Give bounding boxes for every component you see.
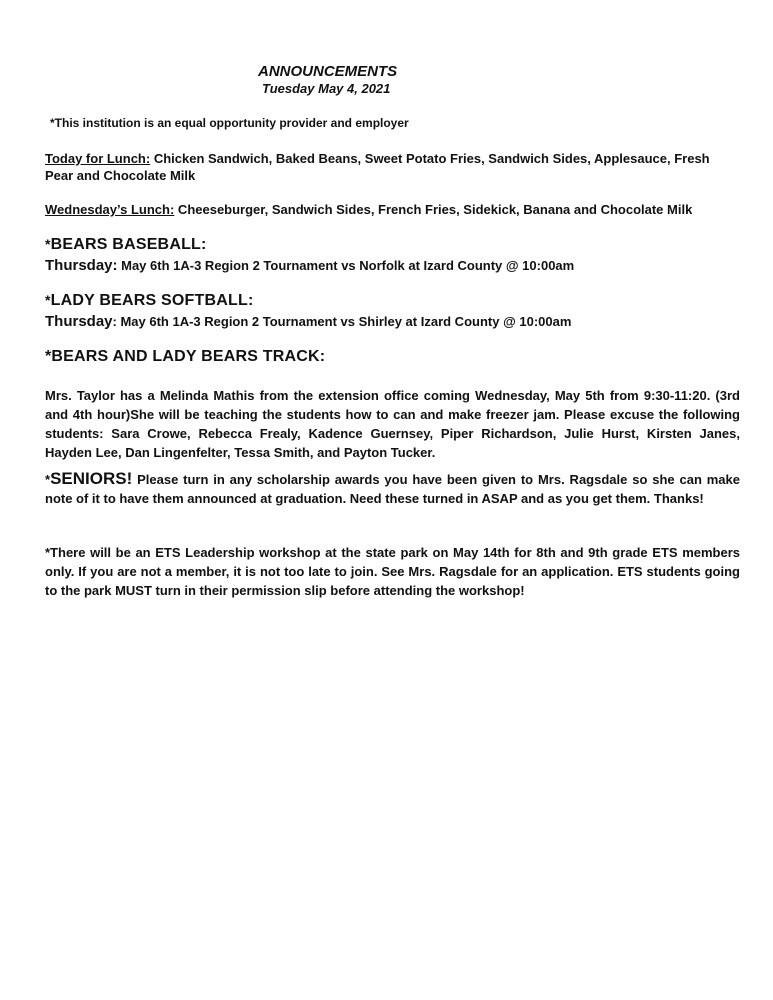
track-heading: *BEARS AND LADY BEARS TRACK:: [45, 348, 326, 365]
softball-heading: [45, 292, 253, 310]
extension-paragraph: Mrs. Taylor has a Melinda Mathis from the extension office coming Wednesday, May 5th from 9:30-11:20. (3rd and 4th hour)She will be teaching the students how to can and make freezer jam. Please excuse the following students: Sara Crowe, Rebecca Frealy, Kadence Guernsey, Piper Richardson, Julie Hurst, Kirsten Janes, Hayden Lee, Dan Lingenfelter, Tessa Smith, and Payton Tucker.: [45, 388, 740, 460]
softball-heading-text: LADY BEARS SOFTBALL:: [50, 292, 254, 309]
softball-star: *: [45, 292, 51, 308]
baseball-heading: [45, 236, 207, 254]
seniors-label: SENIORS!: [50, 469, 133, 488]
lunch-wednesday-text: Cheeseburger, Sandwich Sides, French Fries, Sidekick, Banana and Chocolate Milk: [174, 202, 693, 217]
softball-day: Thursday: [45, 313, 113, 330]
seniors-text: Please turn in any scholarship awards you have been given to Mrs. Ragsdale so she can make note of it to have them announced at graduation. Need these turned in ASAP and as you get them. Thanks!: [45, 472, 740, 506]
softball-text: : May 6th 1A-3 Region 2 Tournament vs Shirley at Izard County @ 10:00am: [112, 314, 572, 329]
lunch-today-label: Today for Lunch:: [45, 151, 151, 166]
seniors-star: *: [45, 472, 51, 487]
page-title: ANNOUNCEMENTS: [258, 63, 398, 80]
baseball-detail: [45, 257, 574, 274]
softball-detail: [45, 313, 571, 330]
baseball-heading-text: BEARS BASEBALL:: [50, 236, 207, 253]
baseball-star: *: [45, 236, 51, 252]
seniors-paragraph: [45, 469, 740, 508]
lunch-today: [45, 150, 740, 184]
lunch-wednesday: [45, 201, 740, 218]
ets-paragraph: *There will be an ETS Leadership workshop at the state park on May 14th for 8th and 9th grade ETS members only. If you are not a member, it is not too late to join. See Mrs. Ragsdale for an application. ETS students going to the park MUST turn in their permission slip before attending the workshop!: [45, 545, 740, 598]
page-date: Tuesday May 4, 2021: [262, 81, 391, 96]
baseball-day: Thursday:: [45, 257, 118, 274]
eop-notice: *This institution is an equal opportunity provider and employer: [50, 116, 409, 130]
baseball-text: May 6th 1A-3 Region 2 Tournament vs Norfolk at Izard County @ 10:00am: [117, 258, 575, 273]
lunch-today-text: Chicken Sandwich, Baked Beans, Sweet Potato Fries, Sandwich Sides, Applesauce, Fresh Pear and Chocolate Milk: [45, 151, 710, 183]
lunch-wednesday-label: Wednesday’s Lunch:: [45, 202, 175, 217]
